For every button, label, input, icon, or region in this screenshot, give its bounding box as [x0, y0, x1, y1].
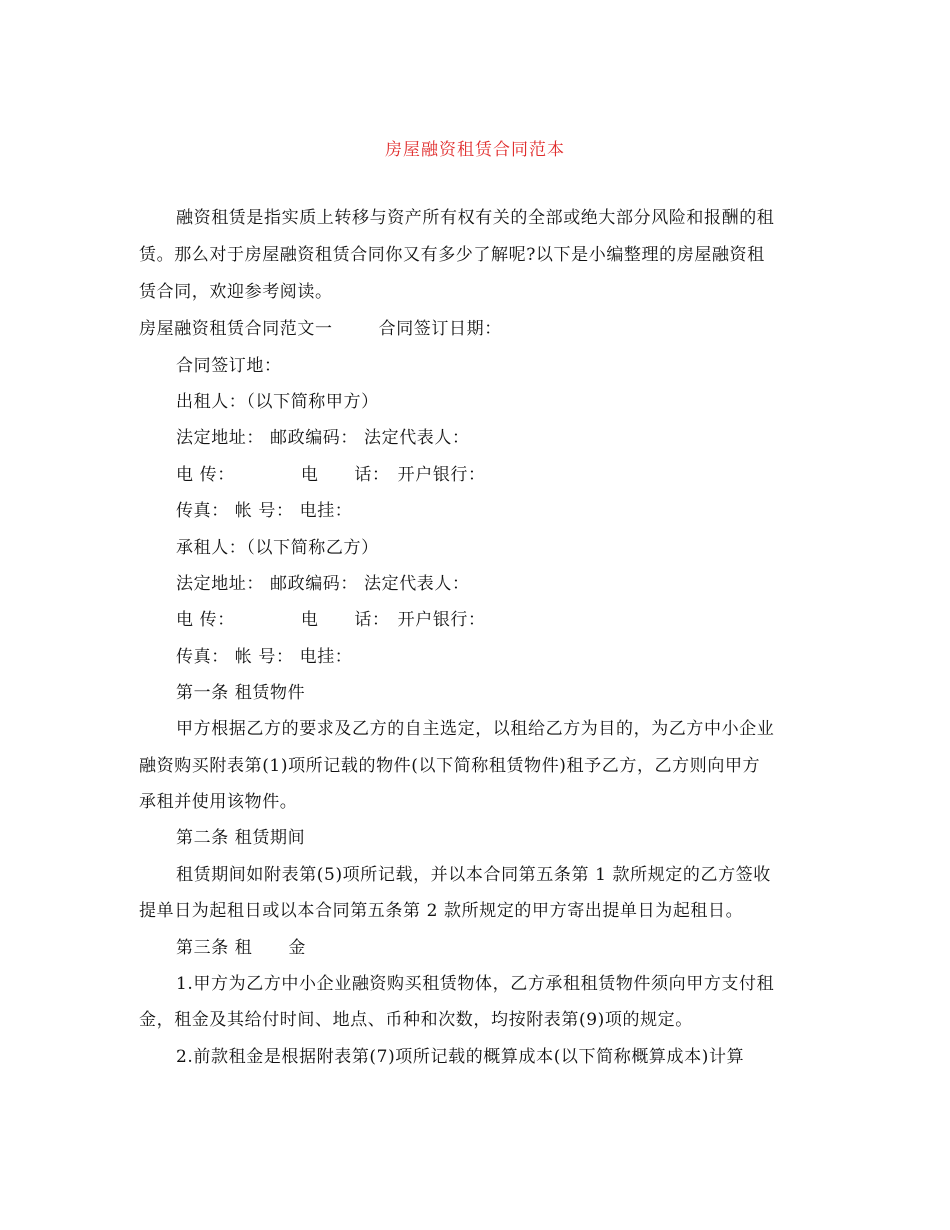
- lessee-phone-label-b: 话：: [354, 610, 390, 630]
- document-title: 房屋融资租赁合同范本: [385, 140, 565, 160]
- article3-line-3: 2.前款租金是根据附表第(7)项所记载的概算成本(以下简称概算成本)计算: [176, 1047, 745, 1067]
- article3-heading-b: 金: [288, 938, 307, 958]
- article2-line-2: 提单日为起租日或以本合同第五条第 2 款所规定的甲方寄出提单日为起租日。: [139, 901, 744, 921]
- lessor-label: 出租人：（以下简称甲方）: [176, 392, 379, 412]
- sample-heading: 房屋融资租赁合同范文一: [139, 319, 333, 339]
- sign-date-label: 合同签订日期：: [378, 319, 502, 339]
- lessor-phone-label-a: 电: [300, 465, 319, 485]
- lessee-contact-line: [176, 609, 486, 631]
- article1-line-3: 承租并使用该物件。: [139, 792, 298, 812]
- lessor-telex-label: 电 传：: [176, 465, 235, 485]
- lessee-label: 承租人：（以下简称乙方）: [176, 538, 379, 558]
- lessor-bank-label: 开户银行：: [397, 465, 486, 485]
- article3-line-2: 金，租金及其给付时间、地点、币种和次数，均按附表第(9)项的规定。: [139, 1010, 693, 1030]
- article2-line-1: 租赁期间如附表第(5)项所记载，并以本合同第五条第 1 款所规定的乙方签收: [176, 865, 771, 885]
- article3-line-1: 1.甲方为乙方中小企业融资购买租赁物体，乙方承租租赁物件须向甲方支付租: [176, 974, 775, 994]
- lessee-bank-label: 开户银行：: [397, 610, 486, 630]
- intro-line-3: 赁合同，欢迎参考阅读。: [139, 282, 333, 302]
- lessor-contact-line: [176, 464, 486, 486]
- article3-heading-a: 第三条 租: [176, 938, 253, 958]
- article2-heading: 第二条 租赁期间: [176, 828, 306, 848]
- lessor-fax-line: 传真： 帐 号： 电挂：: [176, 501, 353, 521]
- lessor-address-line: 法定地址： 邮政编码： 法定代表人：: [176, 428, 470, 448]
- intro-line-2: 赁。那么对于房屋融资租赁合同你又有多少了解呢?以下是小编整理的房屋融资租: [139, 245, 765, 265]
- lessee-address-line: 法定地址： 邮政编码： 法定代表人：: [176, 574, 470, 594]
- intro-line-1: 融资租赁是指实质上转移与资产所有权有关的全部或绝大部分风险和报酬的租: [176, 208, 775, 228]
- sign-place-label: 合同签订地：: [176, 356, 282, 376]
- article3-heading: [176, 937, 306, 959]
- lessor-phone-label-b: 话：: [354, 465, 390, 485]
- article1-heading: 第一条 租赁物件: [176, 683, 306, 703]
- lessee-phone-label-a: 电: [300, 610, 319, 630]
- lessee-telex-label: 电 传：: [176, 610, 235, 630]
- lessee-fax-line: 传真： 帐 号： 电挂：: [176, 647, 353, 667]
- article1-line-2: 融资购买附表第(1)项所记载的物件(以下简称租赁物件)租予乙方，乙方则向甲方: [139, 756, 761, 776]
- sample-heading-line: [139, 318, 502, 340]
- article1-line-1: 甲方根据乙方的要求及乙方的自主选定，以租给乙方为目的，为乙方中小企业: [176, 719, 775, 739]
